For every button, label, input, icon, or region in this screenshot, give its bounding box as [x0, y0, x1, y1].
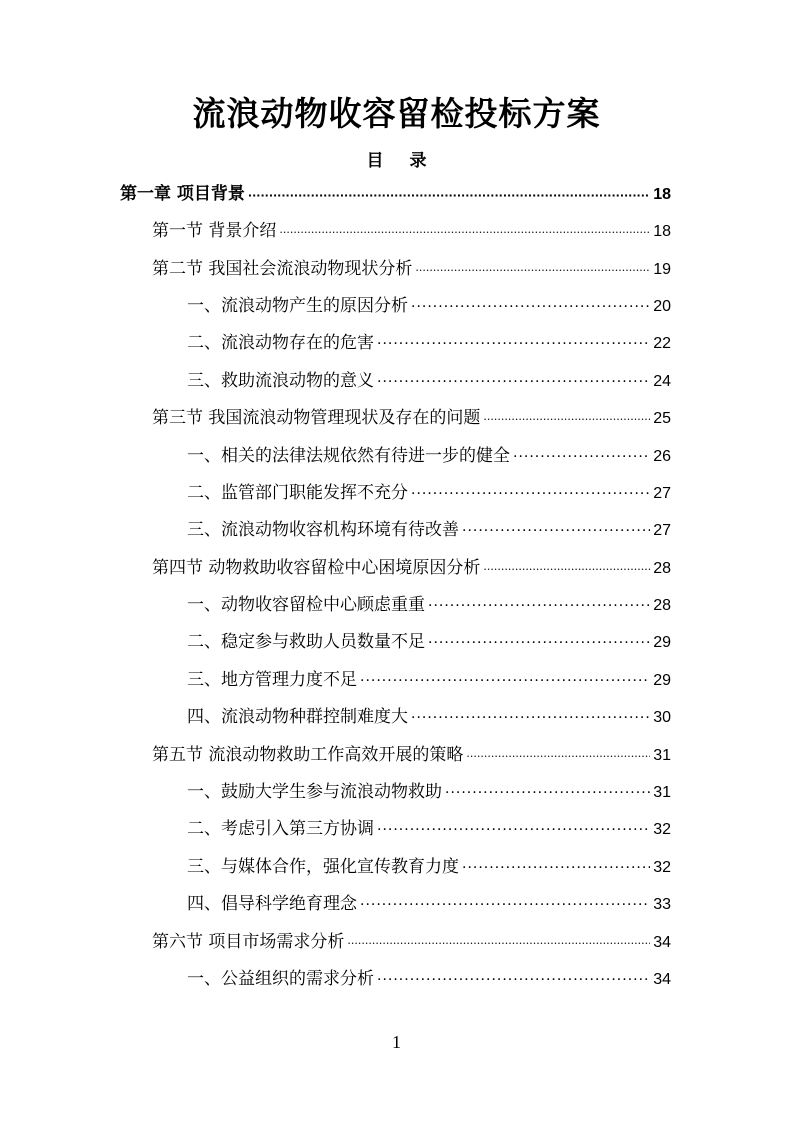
toc-entry-text: 一、公益组织的需求分析 — [187, 969, 374, 989]
toc-leader-dots — [462, 518, 650, 544]
toc-entry-text: 一、鼓励大学生参与流浪动物救助 — [187, 782, 442, 802]
toc-entry-text: 三、地方管理力度不足 — [187, 670, 357, 690]
toc-leader-dots — [462, 855, 650, 881]
toc-leader-dots — [360, 892, 650, 918]
toc-entry-page: 31 — [653, 747, 671, 764]
toc-entry-chapter-1[interactable] — [120, 181, 671, 207]
toc-entry-text: 二、考虑引入第三方协调 — [187, 819, 374, 839]
toc-leader-dots — [248, 183, 650, 209]
toc-entry-item[interactable] — [187, 480, 671, 506]
toc-entry-item[interactable] — [187, 966, 671, 992]
toc-leader-dots — [279, 220, 650, 246]
toc-leader-dots — [360, 668, 650, 694]
toc-entry-text: 第一节 背景介绍 — [152, 221, 277, 241]
toc-leader-dots — [347, 931, 650, 957]
toc-entry-page: 18 — [653, 223, 671, 240]
toc-leader-dots — [466, 744, 650, 770]
toc-leader-dots — [377, 817, 650, 843]
toc-entry-page: 18 — [653, 186, 671, 203]
toc-entry-item[interactable] — [187, 816, 671, 842]
toc-entry-item[interactable] — [187, 293, 671, 319]
toc-entry-text: 一、相关的法律法规依然有待进一步的健全 — [187, 446, 510, 466]
toc-leader-dots — [428, 593, 650, 619]
toc-entry-text: 三、流浪动物收容机构环境有待改善 — [187, 520, 459, 540]
toc-entry-item[interactable] — [187, 517, 671, 543]
toc-entry-page: 25 — [653, 410, 671, 427]
toc-entry-page: 24 — [653, 373, 671, 390]
toc-entry-text: 第五节 流浪动物救助工作高效开展的策略 — [152, 745, 464, 765]
page-number: 1 — [392, 1032, 401, 1052]
toc-entry-item[interactable] — [187, 443, 671, 469]
toc-entry-page: 29 — [653, 634, 671, 651]
toc-entry-section[interactable] — [152, 256, 671, 282]
toc-entry-item[interactable] — [187, 368, 671, 394]
toc-entry-page: 22 — [653, 335, 671, 352]
toc-entry-page: 28 — [653, 597, 671, 614]
toc-entry-section[interactable] — [152, 929, 671, 955]
toc-leader-dots — [377, 369, 650, 395]
toc-leader-dots — [428, 630, 650, 656]
toc-leader-dots — [483, 407, 650, 433]
toc-entry-page: 20 — [653, 298, 671, 315]
toc-entry-item[interactable] — [187, 891, 671, 917]
toc-entry-text: 第四节 动物救助收容留检中心困境原因分析 — [152, 558, 481, 578]
toc-entry-page: 32 — [653, 821, 671, 838]
toc-leader-dots — [411, 705, 650, 731]
toc-entry-text: 二、流浪动物存在的危害 — [187, 333, 374, 353]
toc-entry-page: 34 — [653, 971, 671, 988]
toc-entry-item[interactable] — [187, 779, 671, 805]
toc-entry-page: 32 — [653, 859, 671, 876]
toc-entry-text: 四、倡导科学绝育理念 — [187, 894, 357, 914]
toc-entry-page: 19 — [653, 261, 671, 278]
toc-entry-text: 第二节 我国社会流浪动物现状分析 — [152, 259, 413, 279]
toc-entry-page: 28 — [653, 560, 671, 577]
toc-entry-section[interactable] — [152, 405, 671, 431]
toc-entry-item[interactable] — [187, 629, 671, 655]
toc-entry-page: 31 — [653, 784, 671, 801]
toc-entry-text: 第六节 项目市场需求分析 — [152, 932, 345, 952]
toc-leader-dots — [513, 444, 650, 470]
toc-entry-text: 二、稳定参与救助人员数量不足 — [187, 632, 425, 652]
toc-entry-text: 一、动物收容留检中心顾虑重重 — [187, 595, 425, 615]
toc-entry-section[interactable] — [152, 742, 671, 768]
toc-entry-text: 二、监管部门职能发挥不充分 — [187, 483, 408, 503]
toc-entry-page: 27 — [653, 485, 671, 502]
toc-entry-page: 30 — [653, 709, 671, 726]
toc-entry-page: 29 — [653, 672, 671, 689]
toc-entry-text: 一、流浪动物产生的原因分析 — [187, 296, 408, 316]
toc-heading: 目 录 — [366, 151, 437, 171]
toc-entry-item[interactable] — [187, 667, 671, 693]
toc-entry-text: 三、与媒体合作，强化宣传教育力度 — [187, 857, 459, 877]
toc-entry-page: 33 — [653, 896, 671, 913]
toc-entry-page: 27 — [653, 522, 671, 539]
toc-entry-text: 四、流浪动物种群控制难度大 — [187, 707, 408, 727]
toc-entry-item[interactable] — [187, 704, 671, 730]
toc-leader-dots — [483, 557, 650, 583]
toc-entry-item[interactable] — [187, 330, 671, 356]
toc-leader-dots — [377, 967, 650, 993]
toc-leader-dots — [445, 780, 650, 806]
toc-entry-item[interactable] — [187, 854, 671, 880]
document-title: 流浪动物收容留检投标方案 — [192, 94, 601, 133]
toc-entry-page: 34 — [653, 934, 671, 951]
toc-entry-item[interactable] — [187, 592, 671, 618]
toc-leader-dots — [411, 481, 650, 507]
toc-entry-section[interactable] — [152, 555, 671, 581]
toc-leader-dots — [411, 294, 650, 320]
toc-leader-dots — [415, 258, 650, 284]
toc-leader-dots — [377, 331, 650, 357]
toc-entry-text: 三、救助流浪动物的意义 — [187, 371, 374, 391]
toc-entry-text: 第一章 项目背景 — [120, 184, 245, 204]
toc-entry-section[interactable] — [152, 218, 671, 244]
toc-entry-page: 26 — [653, 448, 671, 465]
toc-entry-text: 第三节 我国流浪动物管理现状及存在的问题 — [152, 408, 481, 428]
